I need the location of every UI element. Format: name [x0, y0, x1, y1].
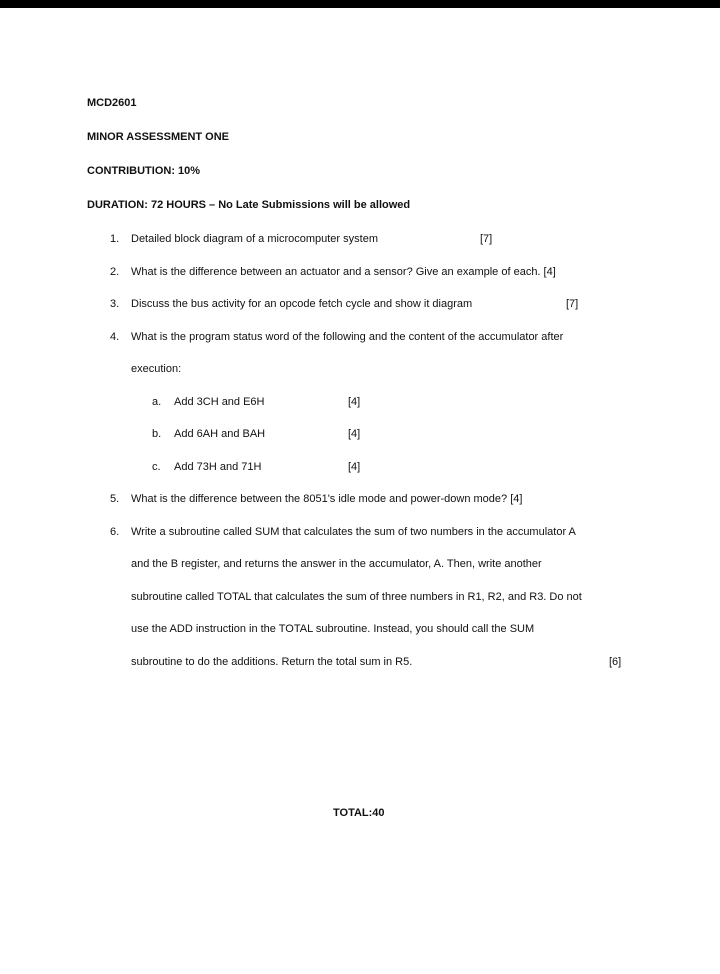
question-number: 4.	[110, 331, 120, 343]
question-text: What is the program status word of the following and the content of the accumulator after	[131, 331, 564, 343]
question-number: 2.	[110, 266, 120, 278]
sub-question-marks: [4]	[348, 461, 361, 473]
sub-question-text: Add 3CH and E6H	[174, 396, 265, 408]
sub-question-label: c.	[152, 461, 161, 473]
question-text: What is the difference between an actuator and a sensor? Give an example of each. [4]	[131, 266, 556, 278]
contribution: CONTRIBUTION: 10%	[87, 165, 201, 177]
question-text: Write a subroutine called SUM that calculates the sum of two numbers in the accumulator A	[131, 526, 576, 538]
question-marks: [7]	[566, 298, 579, 310]
question-number: 6.	[110, 526, 120, 538]
sub-question-text: Add 73H and 71H	[174, 461, 262, 473]
question-text: subroutine called TOTAL that calculates the sum of three numbers in R1, R2, and R3. Do not	[131, 591, 582, 603]
question-text: Detailed block diagram of a microcomputer system	[131, 233, 378, 245]
question-marks: [7]	[480, 233, 493, 245]
question-text: execution:	[131, 363, 182, 375]
question-text: and the B register, and returns the answer in the accumulator, A. Then, write another	[131, 558, 542, 570]
course-code: MCD2601	[87, 97, 137, 109]
question-text: What is the difference between the 8051's idle mode and power-down mode? [4]	[131, 493, 523, 505]
question-number: 5.	[110, 493, 120, 505]
sub-question-label: a.	[152, 396, 162, 408]
question-text: subroutine to do the additions. Return the total sum in R5.	[131, 656, 413, 668]
total-marks: TOTAL:40	[333, 807, 385, 819]
question-text: Discuss the bus activity for an opcode fetch cycle and show it diagram	[131, 298, 473, 310]
assessment-title: MINOR ASSESSMENT ONE	[87, 131, 229, 143]
question-number: 1.	[110, 233, 120, 245]
sub-question-label: b.	[152, 428, 162, 440]
question-number: 3.	[110, 298, 120, 310]
sub-question-marks: [4]	[348, 396, 361, 408]
sub-question-text: Add 6AH and BAH	[174, 428, 266, 440]
duration: DURATION: 72 HOURS – No Late Submissions will be allowed	[87, 199, 411, 211]
sub-question-marks: [4]	[348, 428, 361, 440]
top-border	[0, 0, 720, 8]
question-text: use the ADD instruction in the TOTAL subroutine. Instead, you should call the SUM	[131, 623, 535, 635]
question-marks: [6]	[609, 656, 622, 668]
